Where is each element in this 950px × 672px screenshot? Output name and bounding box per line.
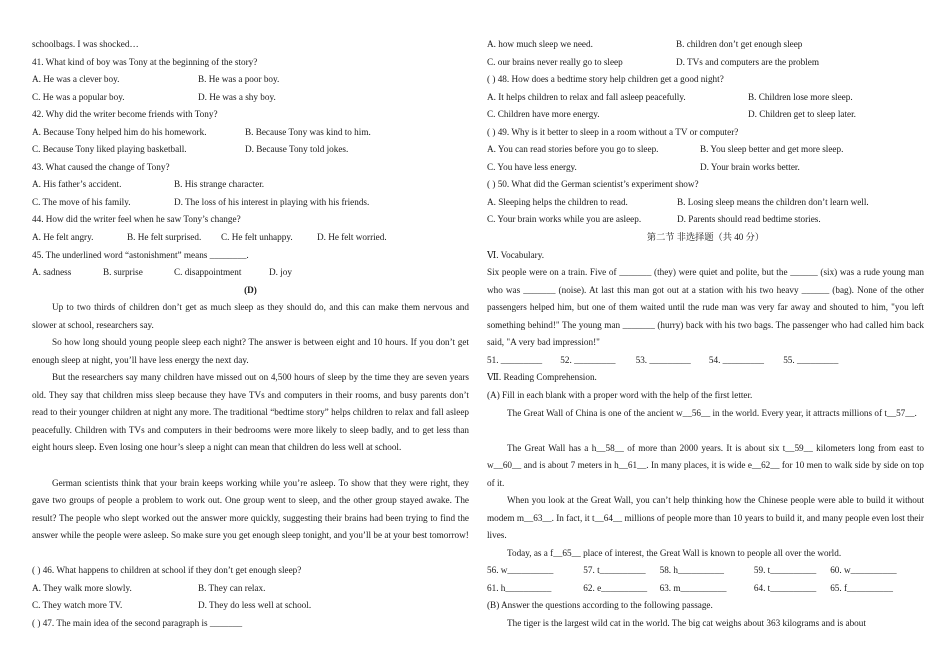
blank-59[interactable]: 59. t__________ (753, 565, 817, 576)
option-43d[interactable]: D. The loss of his interest in playing with his friends. (174, 196, 370, 207)
question-48-options-row2 (487, 106, 924, 124)
option-50d[interactable]: D. Parents should read bedtime stories. (677, 214, 821, 225)
question-43-stem: 43. What caused the change of Tony? (32, 161, 170, 172)
answer-blanks-row-1 (487, 562, 924, 580)
blank-52[interactable]: 52. _________ (560, 354, 616, 365)
option-44a[interactable]: A. He felt angry. (32, 232, 94, 243)
option-47c[interactable]: C. our brains never really go to sleep (487, 56, 623, 67)
passage-d-paragraph-1: Up to two thirds of children don’t get as much sleep as they should do, and this can make them nervous and slower at school, researchers say. (32, 302, 469, 330)
part-a-paragraph-4: Today, as a f__65__ place of interest, the Great Wall is known to people all over the world. (507, 547, 842, 558)
option-47d[interactable]: D. TVs and computers are the problem (676, 56, 819, 67)
option-49c[interactable]: C. You have less energy. (487, 161, 577, 172)
option-42a[interactable]: A. Because Tony helped him do his homework. (32, 126, 207, 137)
question-41-options-row2 (32, 89, 469, 107)
question-42-options-row2 (32, 141, 469, 159)
question-43-options-row1 (32, 176, 469, 194)
question-43-options-row2 (32, 194, 469, 212)
option-48a[interactable]: A. It helps children to relax and fall asleep peacefully. (487, 91, 686, 102)
vocabulary-title: Ⅵ. Vocabulary. (487, 249, 545, 260)
blank-55[interactable]: 55. _________ (783, 354, 839, 365)
option-50b[interactable]: B. Losing sleep means the children don’t learn well. (677, 196, 869, 207)
option-42c[interactable]: C. Because Tony liked playing basketball. (32, 144, 187, 155)
option-46d[interactable]: D. They do less well at school. (198, 600, 312, 611)
option-45d[interactable]: D. joy (269, 267, 292, 278)
option-48b[interactable]: B. Children lose more sleep. (748, 91, 853, 102)
question-50-options-row2 (487, 211, 924, 229)
vocabulary-passage: Six people were on a train. Five of _______ (they) were quiet and polite, but the ______ (six) was a rude young man who was _______ (noise). At last this man got out at a station with his two heavy ______ (bag). None of the other passengers helped him, but one of them waited until the rude man was very far away and shouted to him, "you left something behind!" The young man _______ (hurry) back with his two bags. The passenger who had called him back said, "A very bad impression!" (487, 267, 924, 348)
part-a-paragraph-1: The Great Wall of China is one of the ancient w__56__ in the world. Every year, it attracts millions of t__57__. (507, 407, 917, 418)
option-42d[interactable]: D. Because Tony told jokes. (245, 144, 349, 155)
option-46a[interactable]: A. They walk more slowly. (32, 582, 132, 593)
question-44-options (32, 229, 469, 247)
option-47b[interactable]: B. children don’t get enough sleep (676, 39, 803, 49)
blank-51[interactable]: 51. _________ (487, 354, 543, 365)
option-49b[interactable]: B. You sleep better and get more sleep. (700, 144, 844, 155)
option-41c[interactable]: C. He was a popular boy. (32, 91, 125, 102)
question-44-stem: 44. How did the writer feel when he saw Tony’s change? (32, 214, 241, 225)
option-41a[interactable]: A. He was a clever boy. (32, 74, 120, 85)
left-column (32, 36, 469, 632)
question-48-stem: ( ) 48. How does a bedtime story help children get a good night? (487, 74, 724, 85)
passage-d-paragraph-4: German scientists think that your brain keeps working while you’re asleep. To show that they were right, they gave two groups of people a problem to work out. One group went to sleep, and the other group stayed awake. The result? The people who slept worked out the answer more quickly, suggesting their brains had been trying to find the answer while the people were asleep. So make sure you get enough sleep tonight, and you’ll be at your best tomorrow! (32, 477, 469, 541)
question-50-stem: ( ) 50. What did the German scientist’s experiment show? (487, 179, 699, 190)
option-45a[interactable]: A. sadness (32, 267, 72, 278)
option-46b[interactable]: B. They can relax. (198, 582, 266, 593)
passage-d-paragraph-3: But the researchers say many children have missed out on 4,500 hours of sleep by the time they are seven years old. They say that children miss sleep because they have TVs and computers in their rooms, and busy parents don’t read to their younger children at night any more. The traditional “bedtime story” helps children to relax and fall asleep peacefully. Children with TVs and computers in their bedrooms were more likely to sleep badly, and to get less than eight hours sleep. Even losing one hour’s sleep a night can mean that children do less well at school. (32, 372, 469, 453)
option-45b[interactable]: B. surprise (103, 267, 143, 278)
part-b-passage: The tiger is the largest wild cat in the world. The big cat weighs about 363 kilograms and is about (507, 617, 866, 628)
question-50-options-row1 (487, 194, 924, 212)
option-44c[interactable]: C. He felt unhappy. (221, 232, 293, 243)
option-49d[interactable]: D. Your brain works better. (700, 161, 800, 172)
question-46-stem: ( ) 46. What happens to children at school if they don’t get enough sleep? (32, 565, 302, 576)
option-43a[interactable]: A. His father’s accident. (32, 179, 122, 190)
part-a-paragraph-3: When you look at the Great Wall, you can’t help thinking how the Chinese people were able to build it without modem m__63__. In fact, it t__64__ millions of people more than 10 years to build it, and many people even lost their lives. (487, 495, 924, 541)
section-title: 第二节 非选择题（共 40 分） (646, 232, 765, 243)
question-41-options-row1 (32, 71, 469, 89)
part-b-title: (B) Answer the questions according to the following passage. (487, 600, 713, 611)
question-49-options-row1 (487, 141, 924, 159)
part-a-title: (A) Fill in each blank with a proper word with the help of the first letter. (487, 389, 753, 400)
question-46-options-row2 (32, 597, 469, 615)
question-42-options-row1 (32, 124, 469, 142)
question-42-stem: 42. Why did the writer become friends with Tony? (32, 109, 218, 120)
question-47-options-row1 (487, 36, 924, 54)
question-45-stem: 45. The underlined word “astonishment” means ________. (32, 249, 249, 260)
vocabulary-answer-blanks (487, 352, 924, 370)
question-48-options-row1 (487, 89, 924, 107)
question-49-stem: ( ) 49. Why is it better to sleep in a room without a TV or computer? (487, 126, 739, 137)
option-47a[interactable]: A. how much sleep we need. (487, 39, 593, 49)
option-45c[interactable]: C. disappointment (174, 267, 242, 278)
passage-d-paragraph-2: So how long should young people sleep each night? The answer is between eight and 10 hours. If you don’t get enough sleep at night, you’ll have less energy the next day. (32, 337, 469, 365)
blank-54[interactable]: 54. _________ (708, 354, 765, 365)
part-a-paragraph-2: The Great Wall has a h__58__ of more than 2000 years. It is about six t__59__ kilometers long from east to w__60__ and is about 7 meters in h__61__. In many places, it is wide e__62__ for 10 men to walk side by side on top of it. (487, 442, 924, 488)
option-43b[interactable]: B. His strange character. (174, 179, 265, 190)
option-48c[interactable]: C. Children have more energy. (487, 109, 600, 120)
passage-c-tail: schoolbags. I was shocked… (32, 39, 139, 49)
option-43c[interactable]: C. The move of his family. (32, 196, 131, 207)
passage-d-label: (D) (244, 284, 257, 295)
question-41-stem: 41. What kind of boy was Tony at the beginning of the story? (32, 56, 258, 67)
option-48d[interactable]: D. Children get to sleep later. (748, 109, 856, 120)
answer-blanks-row-2 (487, 580, 924, 598)
question-47-options-row2 (487, 54, 924, 72)
blank-63[interactable]: 63. m__________ (659, 582, 727, 593)
option-42b[interactable]: B. Because Tony was kind to him. (245, 126, 371, 137)
option-46c[interactable]: C. They watch more TV. (32, 600, 123, 611)
option-49a[interactable]: A. You can read stories before you go to sleep. (487, 144, 659, 155)
blank-65[interactable]: 65. f__________ (830, 582, 893, 593)
blank-61[interactable]: 61. h__________ (487, 582, 552, 593)
blank-53[interactable]: 53. _________ (635, 354, 691, 365)
option-50a[interactable]: A. Sleeping helps the children to read. (487, 196, 628, 207)
option-44b[interactable]: B. He felt surprised. (127, 232, 202, 243)
option-50c[interactable]: C. Your brain works while you are asleep. (487, 214, 642, 225)
option-41b[interactable]: B. He was a poor boy. (198, 74, 280, 85)
question-49-options-row2 (487, 159, 924, 177)
option-44d[interactable]: D. He felt worried. (317, 232, 387, 243)
reading-title: Ⅶ. Reading Comprehension. (487, 372, 597, 383)
question-46-options-row1 (32, 580, 469, 598)
blank-57[interactable]: 57. t__________ (583, 565, 646, 576)
blank-64[interactable]: 64. t__________ (753, 582, 817, 593)
blank-60[interactable]: 60. w__________ (830, 565, 897, 576)
right-column (487, 36, 924, 633)
question-47-stem: ( ) 47. The main idea of the second paragraph is _______ (32, 617, 243, 628)
question-45-options (32, 264, 469, 282)
blank-62[interactable]: 62. e__________ (583, 582, 648, 593)
blank-56[interactable]: 56. w__________ (487, 565, 554, 576)
option-41d[interactable]: D. He was a shy boy. (198, 91, 276, 102)
blank-58[interactable]: 58. h__________ (659, 565, 724, 576)
